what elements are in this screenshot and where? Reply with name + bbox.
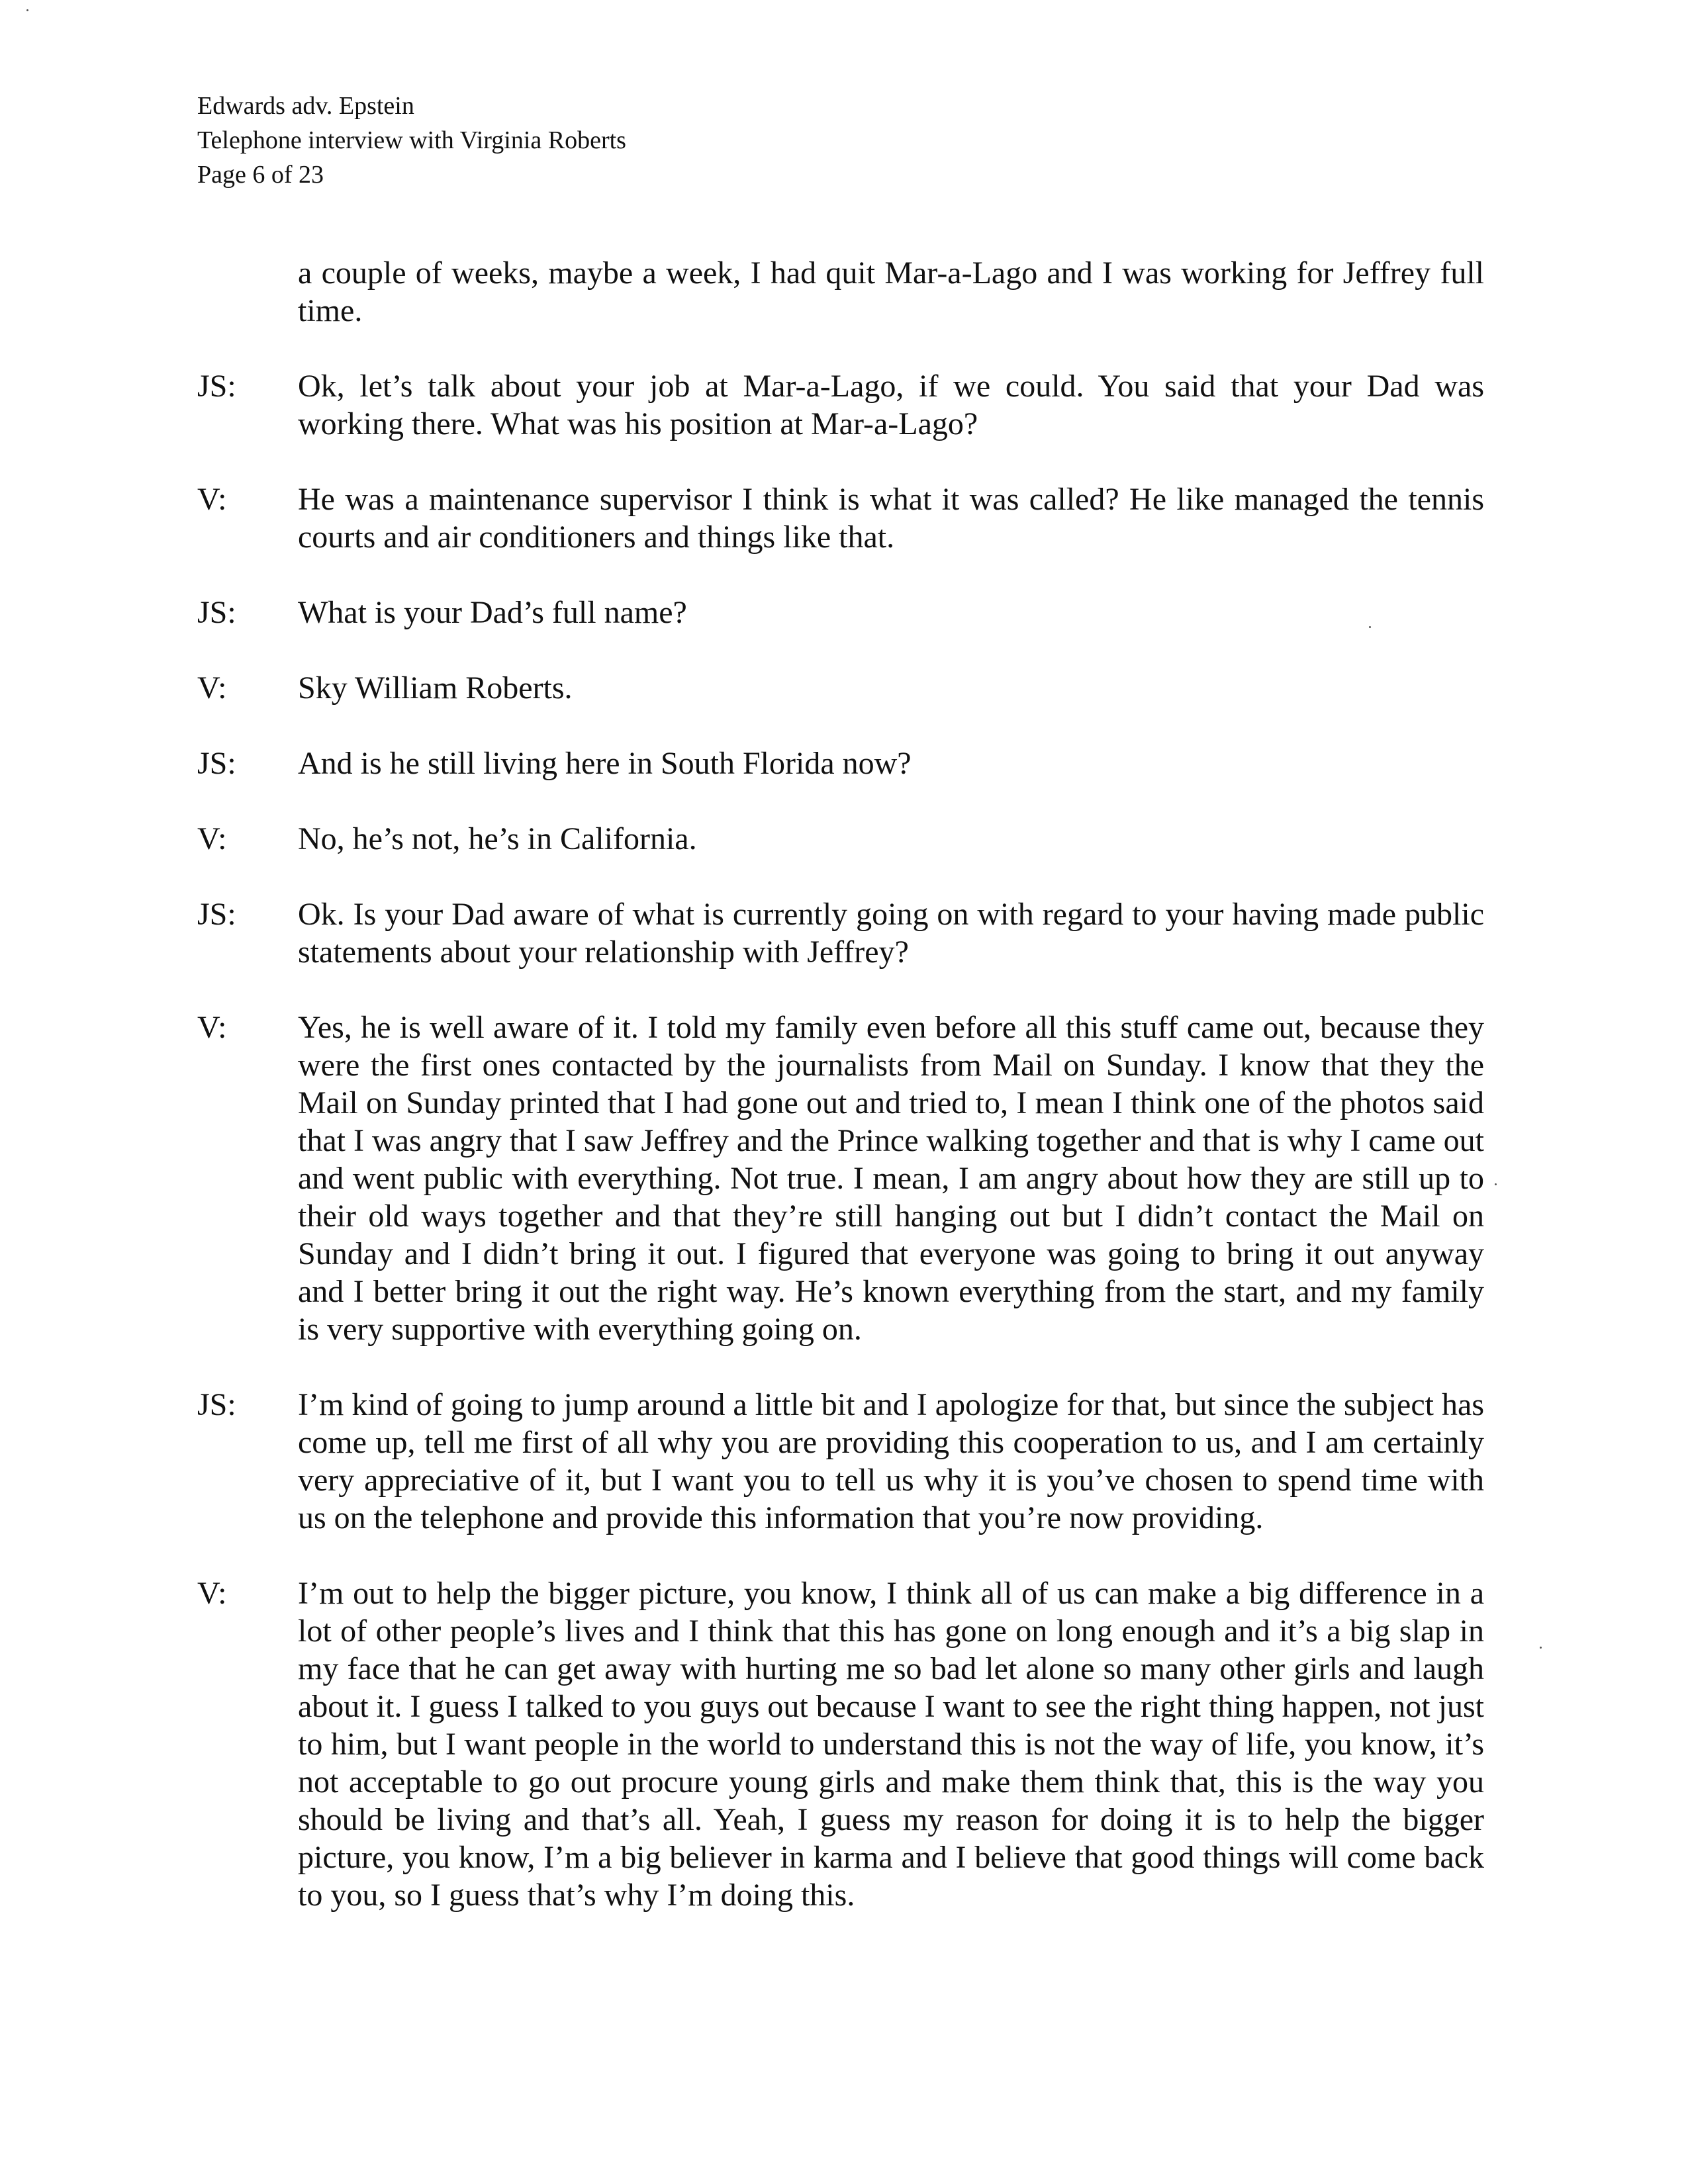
turn-text: Ok. Is your Dad aware of what is currently going on with regard to your having made public statements about your relationship with Jeffrey?	[298, 897, 1484, 970]
speaker-label: JS:	[197, 897, 236, 932]
transcript-turn	[197, 1574, 1484, 1914]
transcript-turn	[197, 480, 1484, 556]
transcript-turn	[197, 594, 1484, 631]
turn-text: And is he still living here in South Florida now?	[298, 746, 912, 781]
transcript-turn	[197, 367, 1484, 443]
speaker-label: V:	[197, 1576, 227, 1611]
turn-text: Yes, he is well aware of it. I told my family even before all this stuff came out, because they were the first ones contacted by the journalists from Mail on Sunday. I know that they the Mail on Sunday printed that I had gone out and tried to, I mean I think one of the photos said that I was angry that I saw Jeffrey and the Prince walking together and that is why I came out and went public with everything. Not true. I mean, I am angry about how they are still up to their old ways together and that they’re still hanging out but I didn’t contact the Mail on Sunday and I didn’t bring it out. I figured that everyone was going to bring it out anyway and I better bring it out the right way. He’s known everything from the start, and my family is very supportive with everything going on.	[298, 1010, 1484, 1347]
turn-text: I’m out to help the bigger picture, you know, I think all of us can make a big difference in a lot of other people’s lives and I think that this has gone on long enough and it’s a big slap in my face that he can get away with hurting me so bad let alone so many other girls and laugh about it. I guess I talked to you guys out because I want to see the right thing happen, not just to him, but I want people in the world to understand this is not the way of life, you know, it’s not acceptable to go out procure young girls and make them think that, this is the way you should be living and that’s all. Yeah, I guess my reason for doing it is to help the bigger picture, you know, I’m a big believer in karma and I believe that good things will come back to you, so I guess that’s why I’m doing this.	[298, 1576, 1484, 1913]
turn-text: He was a maintenance supervisor I think is what it was called? He like managed the tennis courts and air conditioners and things like that.	[298, 482, 1484, 555]
speaker-label: V:	[197, 821, 227, 856]
transcript-turn	[197, 820, 1484, 858]
speaker-label: JS:	[197, 746, 236, 781]
speaker-label: V:	[197, 1010, 227, 1045]
turn-text: Ok, let’s talk about your job at Mar-a-Lago, if we could. You said that your Dad was working there. What was his position at Mar-a-Lago?	[298, 369, 1484, 441]
scan-speck	[1540, 1647, 1542, 1649]
turn-text: Sky William Roberts.	[298, 670, 573, 705]
transcript-turn	[197, 895, 1484, 971]
speaker-label: JS:	[197, 595, 236, 630]
turn-text: No, he’s not, he’s in California.	[298, 821, 697, 856]
turn-text: I’m kind of going to jump around a little bit and I apologize for that, but since the subject has come up, tell me first of all why you are providing this cooperation to us, and I am certainly very appreciative of it, but I want you to tell us why it is you’ve chosen to spend time with us on the telephone and provide this information that you’re now providing.	[298, 1387, 1484, 1535]
continued-answer	[197, 254, 1484, 330]
scan-speck	[26, 9, 28, 11]
speaker-label: V:	[197, 670, 227, 705]
speaker-label: JS:	[197, 369, 236, 404]
transcript-turn	[197, 1386, 1484, 1537]
transcript-body	[197, 254, 1484, 1952]
speaker-label: V:	[197, 482, 227, 517]
page-indicator: Page 6 of 23	[197, 161, 324, 189]
document-title: Telephone interview with Virginia Roberts	[197, 126, 626, 154]
transcript-turn	[197, 669, 1484, 707]
turn-text: What is your Dad’s full name?	[298, 595, 687, 630]
transcript-turn	[197, 1009, 1484, 1348]
page-header	[197, 89, 626, 192]
case-title: Edwards adv. Epstein	[197, 92, 414, 120]
speaker-label: JS:	[197, 1387, 236, 1422]
continued-answer-text: a couple of weeks, maybe a week, I had quit Mar-a-Lago and I was working for Jeffrey full time.	[298, 255, 1484, 328]
scan-speck	[1495, 1183, 1497, 1185]
transcript-turn	[197, 745, 1484, 782]
